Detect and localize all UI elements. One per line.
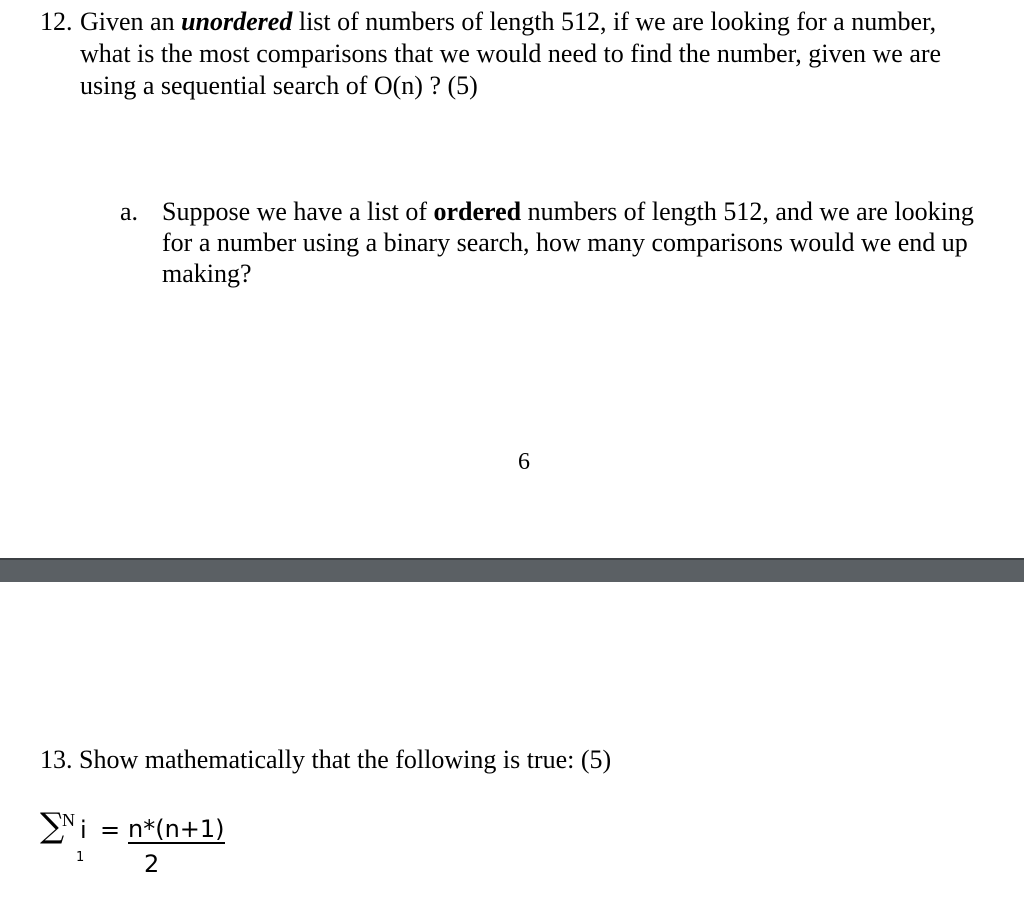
part-a-emphasis: ordered: [433, 197, 522, 226]
part-a-line-2: for a number using a binary search, how many comparisons would we end up: [162, 228, 968, 257]
sum-upper-limit: N: [62, 810, 75, 830]
fraction-numerator: n*(n+1): [128, 815, 225, 843]
part-a-line-1-rest: numbers of length 512, and we are looking: [521, 197, 974, 226]
question-12-text-start: Given an: [80, 7, 182, 36]
summation-formula: [40, 806, 340, 886]
page-separator: [0, 558, 1024, 582]
page-number: 6: [518, 449, 530, 475]
fraction-denominator: 2: [144, 850, 160, 878]
sigma-symbol: ∑: [40, 806, 65, 846]
part-a-line-3: making?: [162, 259, 252, 288]
question-12-line-3: using a sequential search of O(n) ? (5): [80, 71, 478, 100]
question-12-number: 12.: [40, 7, 73, 36]
part-a-text-start: Suppose we have a list of: [162, 197, 434, 226]
sum-term: i: [80, 816, 87, 844]
part-a-line-1: [162, 196, 1010, 227]
question-12-line-1: [80, 6, 1000, 38]
part-a-marker: a.: [120, 197, 139, 226]
part-a-text: [120, 196, 1010, 289]
equals-sign: =: [100, 816, 121, 844]
question-12-line-1-rest: list of numbers of length 512, if we are looking for a number,: [292, 7, 937, 36]
question-12-emphasis: unordered: [181, 7, 293, 36]
question-12-part-a: [120, 196, 1010, 289]
question-12: [40, 6, 1000, 102]
question-12-text: [40, 6, 1000, 102]
question-12-line-2: what is the most comparisons that we would need to find the number, given we are: [80, 39, 942, 68]
sum-lower-limit: 1: [76, 850, 85, 865]
question-13: 13. Show mathematically that the following is true: (5): [40, 745, 612, 774]
